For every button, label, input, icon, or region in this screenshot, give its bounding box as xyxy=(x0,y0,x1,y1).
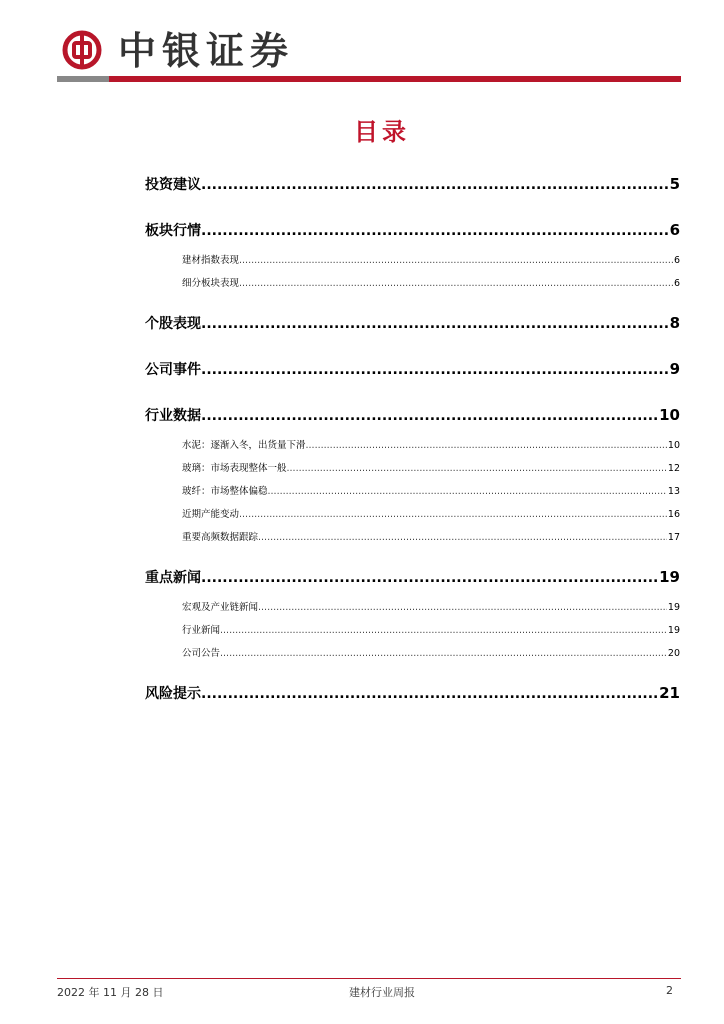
toc-entry-label: 行业数据 xyxy=(145,408,201,424)
bank-of-china-logo-icon xyxy=(62,30,102,70)
toc-leader-dots xyxy=(258,532,667,543)
toc-entry-label: 个股表现 xyxy=(145,316,201,332)
toc-entry-page: 5 xyxy=(669,175,680,193)
brand-name: 中银证券 xyxy=(118,28,295,73)
toc-entry-label: 宏观及产业链新闻 xyxy=(182,602,259,613)
toc-leader-dots xyxy=(268,486,667,497)
toc-entry-subsection[interactable] xyxy=(145,483,680,497)
footer-report-name: 建材行业周报 xyxy=(349,986,415,999)
toc-leader-dots xyxy=(239,278,673,289)
toc-entry-section[interactable] xyxy=(145,220,680,242)
toc-entry-page: 19 xyxy=(659,568,680,586)
toc-entry-page: 16 xyxy=(667,509,680,520)
toc-leader-dots xyxy=(306,440,667,451)
toc-leader-dots xyxy=(220,648,667,659)
toc-leader-dots xyxy=(220,625,667,636)
toc-leader-dots xyxy=(239,255,673,266)
page-header xyxy=(0,0,724,90)
toc-entry-label: 玻璃：市场表现整体一般 xyxy=(182,463,287,474)
toc-entry-subsection[interactable] xyxy=(145,275,680,289)
toc-entry-page: 8 xyxy=(669,314,680,332)
toc-entry-page: 10 xyxy=(667,440,680,451)
toc-leader-dots xyxy=(287,463,667,474)
toc-entry-subsection[interactable] xyxy=(145,460,680,474)
toc-entry-label: 公司事件 xyxy=(145,362,201,378)
toc-entry-label: 水泥：逐渐入冬，出货量下滑 xyxy=(182,440,306,451)
toc-leader-dots xyxy=(201,408,657,424)
toc-entry-page: 13 xyxy=(667,486,680,497)
toc-entry-section[interactable] xyxy=(145,567,680,589)
toc-entry-section[interactable] xyxy=(145,683,680,705)
toc-entry-section[interactable] xyxy=(145,174,680,196)
toc-entry-page: 6 xyxy=(669,221,680,239)
toc-entry-subsection[interactable] xyxy=(145,622,680,636)
toc-entry-page: 19 xyxy=(667,602,680,613)
toc-entry-label: 重要高频数据跟踪 xyxy=(182,532,259,543)
toc-entry-page: 10 xyxy=(659,406,680,424)
toc-entry-section[interactable] xyxy=(145,313,680,335)
toc-entry-label: 建材指数表现 xyxy=(182,255,240,266)
footer-rule xyxy=(57,978,681,979)
toc-entry-subsection[interactable] xyxy=(145,599,680,613)
toc-leader-dots xyxy=(258,602,667,613)
table-of-contents xyxy=(145,160,680,705)
toc-entry-label: 近期产能变动 xyxy=(182,509,240,520)
toc-leader-dots xyxy=(201,362,668,378)
toc-entry-page: 17 xyxy=(667,532,680,543)
footer-date: 2022 年 11 月 28 日 xyxy=(57,986,164,999)
footer-page-number: 2 xyxy=(666,984,673,997)
toc-entry-page: 6 xyxy=(673,278,680,289)
toc-entry-page: 6 xyxy=(673,255,680,266)
toc-title: 目录 xyxy=(354,118,410,146)
toc-leader-dots xyxy=(201,177,668,193)
toc-entry-label: 重点新闻 xyxy=(145,570,201,586)
toc-entry-label: 板块行情 xyxy=(145,223,201,239)
toc-entry-subsection[interactable] xyxy=(145,645,680,659)
toc-leader-dots xyxy=(239,509,667,520)
toc-entry-section[interactable] xyxy=(145,405,680,427)
toc-leader-dots xyxy=(201,223,668,239)
header-rule-red xyxy=(109,76,681,82)
toc-entry-label: 风险提示 xyxy=(145,686,201,702)
toc-entry-page: 12 xyxy=(667,463,680,474)
toc-entry-subsection[interactable] xyxy=(145,506,680,520)
toc-entry-subsection[interactable] xyxy=(145,529,680,543)
toc-leader-dots xyxy=(201,316,668,332)
toc-entry-page: 9 xyxy=(669,360,680,378)
toc-entry-page: 19 xyxy=(667,625,680,636)
toc-entry-subsection[interactable] xyxy=(145,252,680,266)
toc-entry-label: 玻纤：市场整体偏稳 xyxy=(182,486,268,497)
toc-entry-section[interactable] xyxy=(145,359,680,381)
toc-entry-label: 公司公告 xyxy=(182,648,221,659)
toc-entry-page: 20 xyxy=(667,648,680,659)
toc-entry-label: 细分板块表现 xyxy=(182,278,240,289)
toc-leader-dots xyxy=(201,686,657,702)
toc-leader-dots xyxy=(201,570,657,586)
toc-entry-label: 行业新闻 xyxy=(182,625,221,636)
toc-entry-label: 投资建议 xyxy=(145,177,201,193)
header-rule-gray xyxy=(57,76,109,82)
toc-entry-subsection[interactable] xyxy=(145,437,680,451)
toc-entry-page: 21 xyxy=(659,684,680,702)
